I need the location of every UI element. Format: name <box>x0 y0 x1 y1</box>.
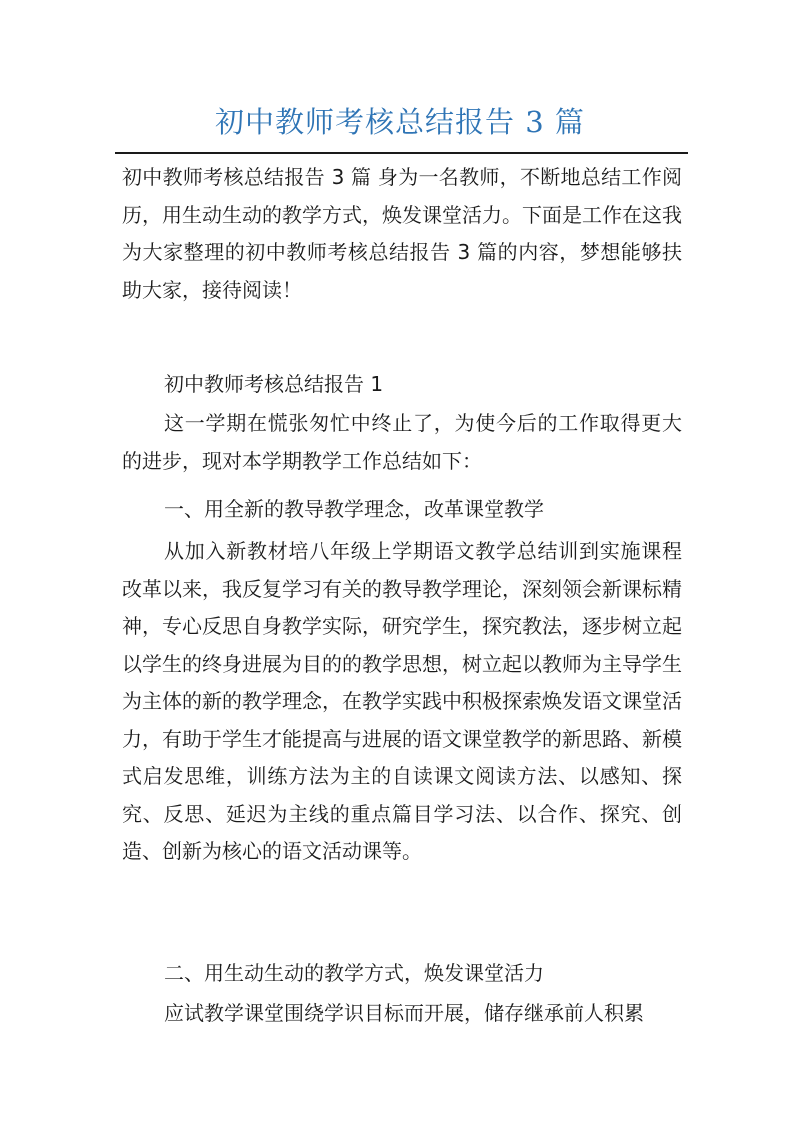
body-paragraph-2: 从加入新教材培八年级上学期语文教学总结训到实施课程改革以来，我反复学习有关的教导教学理论，深刻领会新课标精神，专心反思自身教学实际，研究学生，探究教法，逐步树立起以学生的终身进展为目的的教学思想，树立起以教师为主导学生为主体的新的教学理念，在教学实践中积极探索焕发语文课堂活力，有助于学生才能提高与进展的语文课堂教学的新思路、新模式启发思维，训练方法为主的自读课文阅读方法、以感知、探究、反思、延迟为主线的重点篇目学习法、以合作、探究、创造、创新为核心的语文活动课等。 <box>122 539 682 863</box>
title-divider <box>115 152 688 154</box>
subheading-2: 二、用生动生动的教学方式，焕发课堂活力 <box>164 961 544 985</box>
body-paragraph-1: 这一学期在慌张匆忙中终止了，为使今后的工作取得更大的进步，现对本学期教学工作总结如下： <box>122 411 682 473</box>
subheading-1: 一、用全新的教导教学理念，改革课堂教学 <box>164 497 544 521</box>
body-paragraph-3: 应试教学课堂围绕学识目标而开展，储存继承前人积累 <box>164 1001 644 1025</box>
section-heading: 初中教师考核总结报告 1 <box>164 372 384 396</box>
document-title: 初中教师考核总结报告 3 篇 <box>215 105 585 139</box>
intro-paragraph: 初中教师考核总结报告 3 篇 身为一名教师，不断地总结工作阅历，用生动生动的教学方式，焕发课堂活力。下面是工作在这我为大家整理的初中教师考核总结报告 3 篇的内容，梦想能够扶助大家，接待阅读！ <box>122 165 682 302</box>
